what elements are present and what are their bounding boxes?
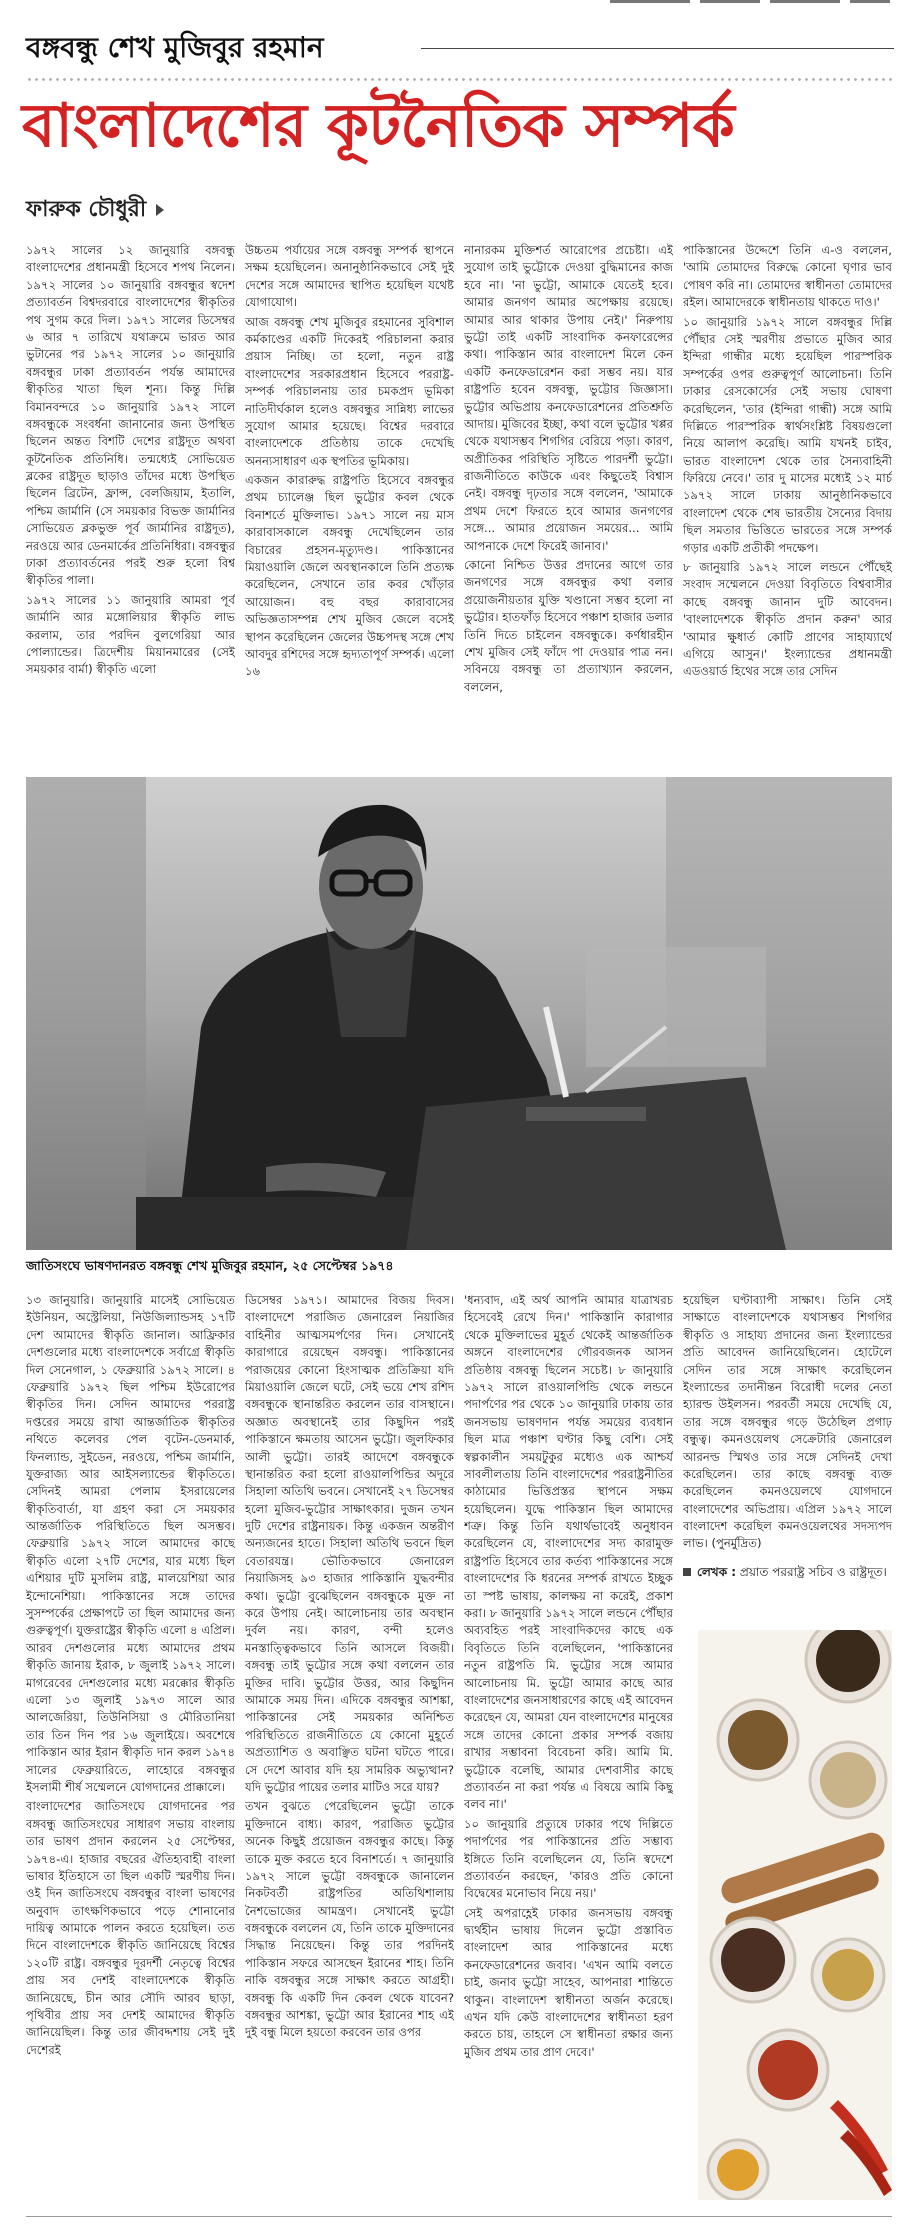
spices-photo	[698, 1630, 892, 2200]
speech-photo	[26, 777, 892, 1250]
paragraph: একজন কারারুদ্ধ রাষ্ট্রপতি হিসেবে বঙ্গবন্ধুর প্রথম চ্যালেঞ্জ ছিল ভুট্টোর কবল থেকে বিনাশর্তে মুক্তিলাভ। ১৯৭১ সালে নয় মাস কারাবাসকালে বঙ্গবন্ধু দেখেছিলেন তার বিচারের প্রহসন-মৃত্যুদণ্ড। পাকিস্তানের মিয়াওয়ালি জেলে অবস্থানকালে তিনি প্রত্যক্ষ করেছিলেন, সেখানে তার কবর খোঁড়ার আয়োজন। বহু বছর কারাবাসের অভিজ্ঞতাসম্পন্ন শেখ মুজিব জেলে বসেই স্থাপন করেছিলেন জেলের উচ্চপদস্থ সঙ্গে শেখ আবদুর রশিদের সঙ্গে হৃদ্যতাপূর্ণ সম্পর্ক। এলো ১৬	[245, 473, 454, 679]
column-7	[464, 1292, 673, 2202]
author-note-text: প্রয়াত পররাষ্ট্র সচিব ও রাষ্ট্রদূত।	[739, 1564, 887, 1579]
section-rule	[421, 48, 894, 49]
paragraph: নানারকম মুক্তিশর্ত আরোপের প্রচেষ্টা। এই সুযোগ তাই ভুট্টোকে দেওয়া বুদ্ধিমানের কাজ হবে না। 'না ভুট্টো, আমাকে যেতেই হবে। আমার জনগণ আমার অপেক্ষায় রয়েছে। আমার আর থাকার উপায় নেই।' নিরুপায় ভুট্টো তাই একটি সাংবাদিক কনফারেন্সের কথা। পাকিস্তান আর বাংলাদেশ মিলে কেন একটি কনফেডারেশন করা সম্ভব নয়। যার রাষ্ট্রপতি হবেন বঙ্গবন্ধু, ভুট্টোর জিজ্ঞাসা। ভুট্টোর অভিপ্রায় কনফেডারেশনের প্রতিশ্রুতি আদায়। মুজিবের ইচ্ছা, কথা বলে ভুট্টোর খপ্পর থেকে যথাসম্ভব শিগগির বেরিয়ে পড়া। কারণ, অপ্রীতিকর পরিস্থিতি সৃষ্টিতে পারদর্শী ভুট্টো। রাজনীতিতে কাউকে এবং কিছুতেই বিশ্বাস নেই। বঙ্গবন্ধু দৃঢ়তার সঙ্গে বললেন, 'আমাকে প্রথম দেশে ফিরতে হবে আমার জনগণের সঙ্গে... আমার প্রয়োজন সময়ের... আমি আপনাকে দেশে ফিরেই জানাব।'	[464, 243, 673, 553]
paragraph: পাকিস্তানের উদ্দেশে তিনি এ-ও বললেন, 'আমি তোমাদের বিরুদ্ধে কোনো ঘৃণার ভাব পোষণ করি না। তোমাদের স্বাধীনতা তোমাদের রইল। আমাদেরকে স্বাধীনতায় থাকতে দাও।'	[683, 243, 892, 310]
dotted-divider	[26, 76, 894, 84]
paragraph: আজ বঙ্গবন্ধু শেখ মুজিবুর রহমানের সুবিশাল কর্মকাণ্ডের একটি দিকেরই পরিচালনা করার প্রয়াস নিচ্ছি। তা হলো, নতুন রাষ্ট্র বাংলাদেশের সরকারপ্রধান হিসেবে পররাষ্ট্র-সম্পর্ক পরিচালনায় তার চমকপ্রদ ভূমিকা নাতিদীর্ঘকাল হলেও বঙ্গবন্ধুর সান্নিধ্য লাভের সুযোগ আমার হয়েছে। বিশ্বের দরবারে বাংলাদেশকে প্রতিষ্ঠায় তাকে দেখেছি অনন্যসাধারণ এক স্থপতির ভূমিকায়।	[245, 314, 454, 468]
paragraph: তখন বুঝতে পেরেছিলেন ভুট্টো তাকে মুক্তিদানে বাধ্য। কারণ, পরাজিত ভুট্টোর অনেক কিছুই প্রয়োজন বঙ্গবন্ধুর কাছে। কিন্তু তাকে মুক্ত করতে হবে বিনাশর্তে। ৭ জানুয়ারি ১৯৭২ সালে ভুট্টো বঙ্গবন্ধুকে জানালেন নিকটবর্তী রাষ্ট্রপতির অতিথিশালায় নৈশভোজের আমন্ত্রণ। সেখানেই ভুট্টো বঙ্গবন্ধুকে বললেন যে, তিনি তাকে মুক্তিদানের সিদ্ধান্ত নিয়েছেন। কিন্তু তার পরদিনই পাকিস্তান সফরে আসছেন ইরানের শাহ। তিনি নাকি বঙ্গবন্ধুর সঙ্গে সাক্ষাৎ করতে আগ্রহী। বঙ্গবন্ধু কি একটি দিন কেবল থেকে যাবেন? বঙ্গবন্ধুর আশঙ্কা, ভুট্টো আর ইরানের শাহ এই দুই বন্ধু মিলে হয়তো করবেন তার ওপর	[245, 1799, 454, 2040]
paragraph: ডিসেম্বর ১৯৭১। আমাদের বিজয় দিবস। বাংলাদেশে পরাজিত জেনারেল নিয়াজির বাহিনীর আত্মসমর্পণের দিন। সেখানেই কারাগারে রয়েছেন বঙ্গবন্ধু। পাকিস্তানের পরাজয়ের কোনো হিংসাত্মক প্রতিক্রিয়া যদি মিয়াওয়ালি জেলে ঘটে, সেই ভয়ে শেখ রশিদ বঙ্গবন্ধুকে স্থানান্তরিত করলেন তার বাসস্থানে। অজ্ঞাত অবস্থানেই তার কিছুদিন পরই পাকিস্তানে ক্ষমতায় আসেন ভুট্টো। জুলফিকার আলী ভুট্টো। তারই আদেশে বঙ্গবন্ধুকে স্থানান্তরিত করা হলো রাওয়ালপিন্ডির অদূরে সিহালা অতিথি ভবনে। সেখানেই ২৭ ডিসেম্বর হলো মুজিব-ভুট্টোর সাক্ষাৎকার। দুজন তখন দুটি দেশের রাষ্ট্রনায়ক। কিন্তু একজন অন্তরীণ অন্যজনের হাতে। সিহালা অতিথি ভবনে ছিল বেতারযন্ত্র। ভৌতিকভাবে জেনারেল নিয়াজিসহ ৯৩ হাজার পাকিস্তানি যুদ্ধবন্দীর কথা। ভুট্টো বুঝেছিলেন বঙ্গবন্ধুকে মুক্ত না করে উপায় নেই। আলোচনায় তার অবস্থান দুর্বল নয়। কারণ, বন্দী হলেও মনস্তাত্ত্বিকভাবে তিনি আসলে বিজয়ী। বঙ্গবন্ধু তাই ভুট্টোর সঙ্গে কথা বললেন তার মুক্তির দাবি। ভুট্টোর উত্তর, আর কিছুদিন আমাকে সময় দিন। এদিকে বঙ্গবন্ধুর আশঙ্কা, পাকিস্তানের সেই সময়কার অনিশ্চিত পরিস্থিতিতে রাজনীতিতে যে কোনো মুহূর্তে অপ্রত্যাশিত ও অবাঞ্ছিত ঘটনা ঘটতে পারে। সে দেশে আবার যদি হয় সামরিক অভ্যুত্থান? যদি ভুট্টোর পায়ের তলার মাটিও সরে যায়?	[245, 1293, 454, 1794]
paragraph: উচ্চতম পর্যায়ের সঙ্গে বঙ্গবন্ধু সম্পর্ক স্থাপনে সক্ষম হয়েছিলেন। অনানুষ্ঠানিকভাবে সেই দুই দেশের সঙ্গে আমাদের স্থাপিত হয়েছিল যথেষ্ট যোগাযোগ।	[245, 243, 454, 310]
paragraph: বাংলাদেশের জাতিসংঘে যোগদানের পর বঙ্গবন্ধু জাতিসংঘের সাধারণ সভায় বাংলায় তার ভাষণ প্রদান করলেন ২৫ সেপ্টেম্বর, ১৯৭৪-এ। হাজার বছরের ঐতিহ্যবাহী বাংলা ভাষার ইতিহাসে তা ছিল একটি স্মরণীয় দিন। ওই দিন জাতিসংঘে বঙ্গবন্ধুর বাংলা ভাষণের অনুবাদ তাৎক্ষণিকভাবে পড়ে শোনানোর দায়িত্ব আমাকে পালন করতে হয়েছিল। তত দিনে বাংলাদেশকে স্বীকৃতি জানিয়েছে বিশ্বের ১২০টি রাষ্ট্র। বঙ্গবন্ধুর দূরদর্শী নেতৃত্বে বিশ্বের প্রায় সব দেশই বাংলাদেশকে স্বীকৃতি জানিয়েছে, চীন আর সৌদি আরব ছাড়া, পৃথিবীর প্রায় সব দেশই আমাদের স্বীকৃতি জানিয়েছিল। কিন্তু তার জীবদ্দশায় সেই দুই দেশেরই	[26, 1799, 235, 2057]
paragraph: ১৩ জানুয়ারি। জানুয়ারি মাসেই সোভিয়েত ইউনিয়ন, অস্ট্রেলিয়া, নিউজিল্যান্ডসহ ১৭টি দেশ আমাদের স্বীকৃতি জানাল। আফ্রিকার দেশগুলোর মধ্যে বাংলাদেশকে সর্বাগ্রে স্বীকৃতি দিল সেনেগাল, ১ ফেব্রুয়ারি ১৯৭২ সালে। ৪ ফেব্রুয়ারি ১৯৭২ ছিল পশ্চিম ইউরোপের স্বীকৃতির দিন। সেদিন আমাদের পররাষ্ট্র দপ্তরের সময়ে রাখা আন্তর্জাতিক স্বীকৃতির নথিতে কলেবর পেল বৃটেন-ডেনমার্ক, ফিনল্যান্ড, সুইডেন, নরওয়ে, পশ্চিম জার্মানি, যুক্তরাজ্য আর আইসল্যান্ডের স্বীকৃতিতে। সেদিনই আমরা পেলাম ইসরায়েলের স্বীকৃতিবার্তা, যা গ্রহণ করা সে সময়কার আন্তর্জাতিক পরিস্থিতিতে ছিল অসম্ভব। ফেব্রুয়ারি ১৯৭২ সালে আমাদের কাছে স্বীকৃতি এলো ২৭টি দেশের, যার মধ্যে ছিল এশিয়ার দুটি মুসলিম রাষ্ট্র, মালয়েশিয়া আর ইন্দোনেশিয়া। পাকিস্তানের সঙ্গে তাদের সুসম্পর্কের প্রেক্ষাপটে তা ছিল আমাদের জন্য গুরুত্বপূর্ণ। যুক্তরাষ্ট্রের স্বীকৃতি এলো ৪ এপ্রিল। আরব দেশগুলোর মধ্যে আমাদের প্রথম স্বীকৃতি জানায় ইরাক, ৮ জুলাই ১৯৭২ সালে। মাগরেবের দেশগুলোর মধ্যে মরক্কোর স্বীকৃতি এলো ১৩ জুলাই ১৯৭৩ সালে আর আলজেরিয়া, তিউনিসিয়া ও মৌরিতানিয়া তার তিন দিন পর ১৬ জুলাইয়ে। অবশেষে পাকিস্তান আর ইরান স্বীকৃতি দান করল ১৯৭৪ সালের ফেব্রুয়ারিতে, লাহোরে বঙ্গবন্ধুর ইসলামী শীর্ষ সম্মেলনে যোগদানের প্রাক্কালে।	[26, 1293, 235, 1794]
paragraph: ১০ জানুয়ারি প্রত্যুষে ঢাকার পথে দিল্লিতে পদার্পণের পর পাকিস্তানের প্রতি সম্ভাব্য ইঙ্গিতে তিনি বলেছিলেন যে, তিনি স্বদেশে প্রত্যাবর্তন করছেন, 'কারও প্রতি কোনো বিদ্বেষের মনোভাব নিয়ে নয়।'	[464, 1816, 673, 1901]
paragraph: ১৯৭২ সালের ১১ জানুয়ারি আমরা পূর্ব জার্মানি আর মঙ্গোলিয়ার স্বীকৃতি লাভ করলাম, তার পরদিন বুলগেরিয়া আর পোল্যান্ডের। ত্রিদেশীয় মিয়ানমারের (সেই সময়কার বার্মা) স্বীকৃতি এলো	[26, 592, 235, 677]
column-4	[683, 242, 892, 762]
section-kicker: বঙ্গবন্ধু শেখ মুজিবুর রহমান	[26, 31, 324, 64]
top-columns	[26, 242, 892, 762]
top-rule	[0, 0, 921, 6]
spices-photo-art	[698, 1630, 892, 2200]
paragraph: ১০ জানুয়ারি ১৯৭২ সালে বঙ্গবন্ধুর দিল্লি পৌঁছার সেই স্মরণীয় প্রভাতে মুজিব আর ইন্দিরা গান্ধীর মধ্যে হয়েছিল পারস্পরিক সম্পর্কের ওপর গুরুত্বপূর্ণ আলোচনা। তিনি ঢাকার রেসকোর্সের সেই সভায় ঘোষণা করেছিলেন, 'তার (ইন্দিরা গান্ধী) সঙ্গে আমি দিল্লিতে পারস্পরিক স্বার্থসংশ্লিষ্ট বিষয়গুলো নিয়ে আলাপ করেছি। আমি যখনই চাইব, ভারত বাংলাদেশ থেকে তার সৈন্যবাহিনী ফিরিয়ে নেবে।' তার দু মাসের মধ্যেই ১২ মার্চ ১৯৭২ সালে ঢাকায় আনুষ্ঠানিকভাবে বাংলাদেশ থেকে শেষ ভারতীয় সৈন্যের বিদায় ছিল সমতার ভিত্তিতে ভারতের সঙ্গে সম্পর্ক গড়ার একটি প্রতীকী পদক্ষেপ।	[683, 314, 892, 555]
article-headline: বাংলাদেশের কূটনৈতিক সম্পর্ক	[22, 91, 735, 161]
column-3	[464, 242, 673, 762]
author-note	[683, 1563, 892, 1581]
author-note-label: লেখক :	[697, 1564, 737, 1579]
column-5	[26, 1292, 235, 2202]
triangle-right-icon	[156, 204, 164, 216]
column-6	[245, 1292, 454, 2202]
byline	[26, 192, 164, 229]
author-name: ফারুক চৌধুরী	[26, 197, 147, 222]
paragraph: কোনো নিশ্চিত উত্তর প্রদানের আগে তার জনগণের সঙ্গে বঙ্গবন্ধুর কথা বলার প্রয়োজনীয়তার যুক্তি খণ্ডানো সম্ভব হলো না ভুট্টোর। হাতফাঁড় হিসেবে পঞ্চাশ হাজার ডলার তিনি দিতে চাইলেন বঙ্গবন্ধুকে। কর্ণধারহীন শেখ মুজিব সেই ফাঁদে পা দেওয়ার পাত্র নন। সবিনয়ে বঙ্গবন্ধু তা প্রত্যাখ্যান করলেন, বললেন,	[464, 558, 673, 694]
speech-photo-art	[26, 777, 892, 1250]
section-header	[26, 24, 894, 68]
paragraph: ১৯৭২ সালের ১২ জানুয়ারি বঙ্গবন্ধু বাংলাদেশের প্রধানমন্ত্রী হিসেবে শপথ নিলেন। ১৯৭২ সালের ১০ জানুয়ারি বঙ্গবন্ধুর স্বদেশ প্রত্যাবর্তন বিশ্বদরবারে বাংলাদেশের স্বীকৃতির পথ সুগম করে দিল। ১৯৭১ সালের ডিসেম্বর ৬ আর ৭ তারিখে যথাক্রমে ভারত আর ভুটানের পর ১৯৭২ সালের ১০ জানুয়ারি বঙ্গবন্ধুর ঢাকা প্রত্যাবর্তন পর্যন্ত আমাদের স্বীকৃতির খাতা ছিল শূন্য। কিন্তু দিল্লি বিমানবন্দরে ১০ জানুয়ারি ১৯৭২ সালে বঙ্গবন্ধুকে সংবর্ধনা জানানোর জন্য উপস্থিত ছিলেন অন্তত বিশটি দেশের রাষ্ট্রদূত অথবা কূটনৈতিক প্রতিনিধি। তন্মধ্যেই সোভিয়েত ব্লকের রাষ্ট্রদূত ছাড়াও তাঁদের মধ্যে উপস্থিত ছিলেন ব্রিটেন, ফ্রান্স, বেলজিয়াম, ইতালি, পশ্চিম জার্মানি (সে সময়কার বিভক্ত জার্মানির সোভিয়েত ব্লকভুক্ত পূর্ব জার্মানির রাষ্ট্রদূত), নরওয়ে আর ডেনমার্কের প্রতিনিধিরা। বঙ্গবন্ধুর ঢাকা প্রত্যাবর্তনের পরই শুরু হলো বিশ্ব স্বীকৃতির পালা।	[26, 243, 235, 588]
paragraph: সেই অপরাহ্ণেই ঢাকার জনসভায় বঙ্গবন্ধু দ্ব্যর্থহীন ভাষায় দিলেন ভুট্টো প্রস্তাবিত বাংলাদেশ আর পাকিস্তানের মধ্যে কনফেডারেশনের জবাব। 'এখন আমি বলতে চাই, জনাব ভুট্টো সাহেব, আপনারা শান্তিতে থাকুন। বাংলাদেশ স্বাধীনতা অর্জন করেছে। এখন যদি কেউ বাংলাদেশের স্বাধীনতা হরণ করতে চায়, তাহলে সে স্বাধীনতা রক্ষার জন্য মুজিব প্রথম তার প্রাণ দেবে।'	[464, 1905, 673, 2059]
photo-caption: জাতিসংঘে ভাষণদানরত বঙ্গবন্ধু শেখ মুজিবুর রহমান, ২৫ সেপ্টেম্বর ১৯৭৪	[26, 1258, 394, 1273]
bottom-rule	[26, 2216, 892, 2217]
square-bullet-icon	[683, 1568, 691, 1576]
paragraph: হয়েছিল ঘণ্টাব্যাপী সাক্ষাৎ। তিনি সেই সাক্ষাতে বাংলাদেশকে যথাসম্ভব শিগগির স্বীকৃতি ও সাহায্য প্রদানের জন্য ইংল্যান্ডের প্রতি আবেদন জানিয়েছিলেন। হোটেলে সেদিন তার সঙ্গে সাক্ষাৎ করেছিলেন ইংল্যান্ডের তদানীন্তন বিরোধী দলের নেতা হ্যারল্ড উইলসন। পরবর্তী সময়ে দেখেছি যে, তার সঙ্গে বঙ্গবন্ধুর গড়ে উঠেছিল প্রগাঢ় বন্ধুত্ব। কমনওয়েলথ সেক্রেটারি জেনারেল আরনল্ড স্মিথও তার সঙ্গে সেদিনই দেখা করেছিলেন। তার কাছে বঙ্গবন্ধু ব্যক্ত করেছিলেন কমনওয়েলথে যোগদানে বাংলাদেশের অভিপ্রায়। এপ্রিল ১৯৭২ সালে বাংলাদেশ করেছিল কমনওয়েলথের সদস্যপদ লাভ। (পুনর্মুদ্রিত)	[683, 1293, 892, 1551]
column-1	[26, 242, 235, 762]
paragraph: 'ধন্যবাদ, এই অর্থ আপনি আমার যাত্রাখরচ হিসেবেই রেখে দিন।' পাকিস্তানি কারাগার থেকে মুক্তিলাভের মুহূর্ত থেকেই আন্তর্জাতিক অঙ্গনে বাংলাদেশের গৌরবজনক আসন প্রতিষ্ঠায় বঙ্গবন্ধু ছিলেন সচেষ্ট। ৮ জানুয়ারি ১৯৭২ সালে রাওয়ালপিন্ডি থেকে লন্ডনে পদার্পণের পর থেকে ১০ জানুয়ারি ঢাকায় তার জনসভায় ভাষণদান পর্যন্ত সময়ের ব্যবধান ছিল মাত্র পঞ্চাশ ঘণ্টার কিছু বেশি। সেই স্বল্পকালীন সময়টুকুর মধ্যেও এক আশ্চর্য সাবলীলতায় তিনি বাংলাদেশের পররাষ্ট্রনীতির কাঠামোর ভিত্তিপ্রস্তর স্থাপনে সক্ষম হয়েছিলেন। যুদ্ধে পাকিস্তান ছিল আমাদের শত্রু। কিন্তু তিনি যথার্থভাবেই অনুধাবন করেছিলেন যে, বাংলাদেশের সদ্য কারামুক্ত রাষ্ট্রপতি হিসেবে তার কর্তব্য পাকিস্তানের সঙ্গে বাংলাদেশের কি ধরনের সম্পর্ক রাখতে ইচ্ছুক তা স্পষ্ট ভাষায়, কালক্ষয় না করেই, প্রকাশ করা। ৮ জানুয়ারি ১৯৭২ সালে লন্ডনে পৌঁছার অব্যবহিত পরই সাংবাদিকদের কাছে এক বিবৃতিতে তিনি বলেছিলেন, 'পাকিস্তানের নতুন রাষ্ট্রপতি মি. ভুট্টোর সঙ্গে আমার আলোচনায় মি. ভুট্টো আমার কাছে আর বাংলাদেশের জনসাধারণের কাছে এই আবেদন করেছেন যে, আমরা যেন বাংলাদেশের মানুষের সঙ্গে তাদের কোনো প্রকার সম্পর্ক বজায় রাখার সম্ভাবনা বিবেচনা করি। আমি মি. ভুট্টোকে বলেছি, আমার দেশবাসীর কাছে প্রত্যাবর্তন না করা পর্যন্ত এ বিষয়ে আমি কিছু বলব না।'	[464, 1293, 673, 1812]
column-2	[245, 242, 454, 762]
paragraph: ৮ জানুয়ারি ১৯৭২ সালে লন্ডনে পৌঁছেই সংবাদ সম্মেলনে দেওয়া বিবৃতিতে বিশ্ববাসীর কাছে বঙ্গবন্ধু জানান দুটি আবেদন। 'বাংলাদেশকে স্বীকৃতি প্রদান করুন' আর 'আমার ক্ষুধার্ত কোটি প্রাণের সাহায্যার্থে এগিয়ে আসুন।' ইংল্যান্ডের প্রধানমন্ত্রী এডওয়ার্ড হিথের সঙ্গে তার সেদিন	[683, 560, 892, 679]
